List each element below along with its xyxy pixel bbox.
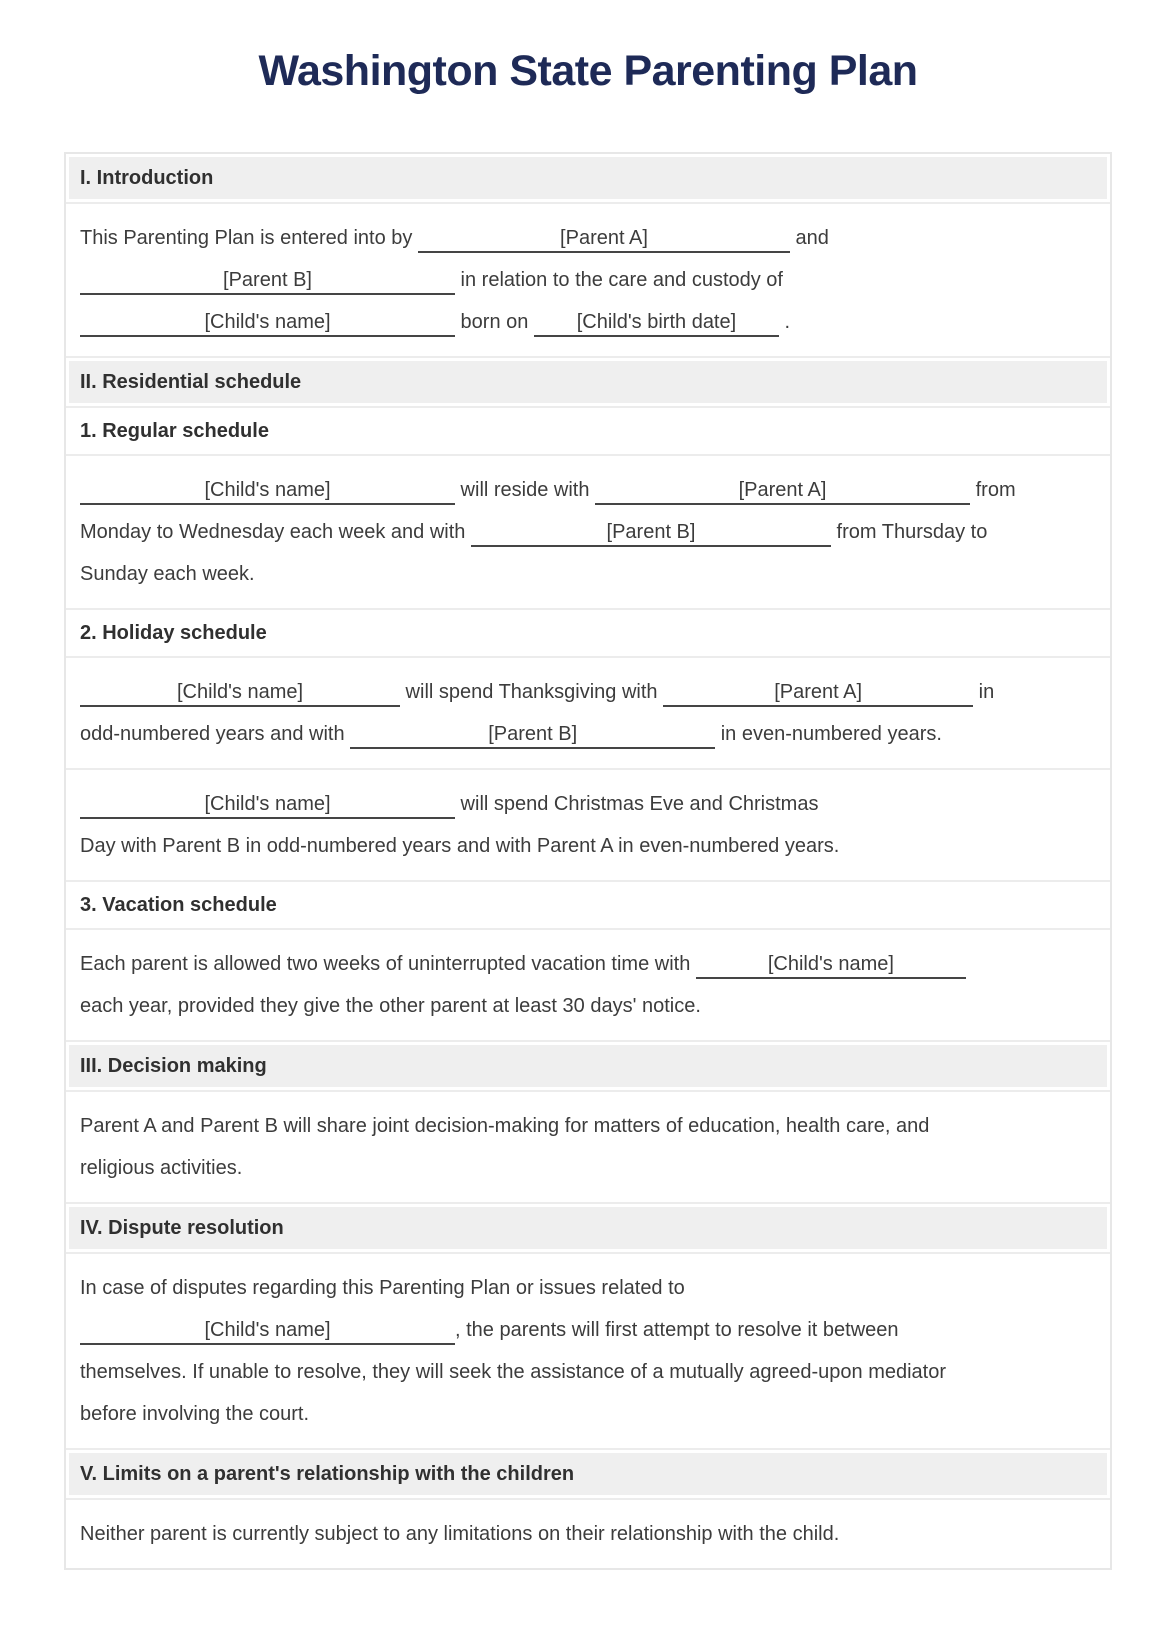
placeholder-label: [Parent A] — [774, 681, 863, 703]
placeholder-label: [Parent B] — [606, 521, 696, 543]
placeholder-label: [Child's name] — [767, 953, 894, 975]
section-header-i-introduction — [66, 154, 1110, 202]
text-segment: Neither parent is currently subject to any limitations on their relationship with the child. — [80, 1523, 840, 1545]
blank-field-parent-b — [80, 268, 455, 295]
text-segment: from Thursday to — [830, 521, 988, 543]
text-segment: This Parenting Plan is entered into by — [80, 227, 418, 249]
text-segment: Each parent is allowed two weeks of uninterrupted vacation time with — [80, 953, 696, 975]
section-header-bar: I. Introduction — [69, 157, 1107, 199]
blank-field-child-s-name — [80, 1318, 455, 1345]
text-segment: Monday to Wednesday each week and with — [80, 521, 471, 543]
paragraph — [66, 768, 1110, 880]
text-line — [80, 1309, 1096, 1351]
text-line — [80, 217, 1096, 259]
placeholder-label: [Child's name] — [204, 1319, 331, 1341]
text-line — [80, 511, 1096, 553]
paragraph — [66, 1498, 1110, 1568]
page-title: Washington State Parenting Plan — [258, 47, 918, 95]
text-line — [80, 943, 1096, 985]
section-header-ii-residential-schedule — [66, 356, 1110, 406]
text-segment: odd-numbered years and with — [80, 723, 351, 745]
text-segment: In case of disputes regarding this Parenting Plan or issues related to — [80, 1277, 685, 1299]
blank-field-child-s-name — [696, 952, 966, 979]
text-line — [80, 301, 1096, 343]
paragraph — [66, 1090, 1110, 1202]
subsection-header-3-vacation-schedule: 3. Vacation schedule — [66, 880, 1110, 928]
text-line — [80, 1513, 1096, 1555]
text-line — [80, 1105, 1096, 1147]
paragraph — [66, 656, 1110, 768]
text-line — [80, 1147, 1096, 1189]
section-header-v-limits-on-a-parent-s-relationship-with-the-children — [66, 1448, 1110, 1498]
text-segment: each year, provided they give the other parent at least 30 days' notice. — [80, 995, 701, 1017]
paragraph — [66, 202, 1110, 356]
placeholder-label: [Child's birth date] — [576, 311, 737, 333]
text-segment: Sunday each week. — [80, 563, 255, 585]
text-segment: . — [778, 311, 791, 333]
section-header-bar: III. Decision making — [69, 1045, 1107, 1087]
blank-field-parent-a — [595, 478, 970, 505]
section-header-bar: IV. Dispute resolution — [69, 1207, 1107, 1249]
placeholder-label: [Child's name] — [204, 311, 331, 333]
text-line — [80, 985, 1096, 1027]
text-segment: will spend Thanksgiving with — [400, 681, 664, 703]
subsection-header-2-holiday-schedule: 2. Holiday schedule — [66, 608, 1110, 656]
text-segment: in even-numbered years. — [715, 723, 942, 745]
text-line — [80, 1267, 1096, 1309]
placeholder-label: [Parent A] — [560, 227, 648, 249]
text-line — [80, 713, 1096, 755]
subsection-header-1-regular-schedule: 1. Regular schedule — [66, 406, 1110, 454]
blank-field-child-s-birth-date — [534, 310, 779, 337]
text-line — [80, 1393, 1096, 1435]
blank-field-parent-b — [350, 722, 715, 749]
text-segment: themselves. If unable to resolve, they will seek the assistance of a mutually agreed-upon mediator — [80, 1361, 947, 1383]
placeholder-label: [Child's name] — [204, 479, 331, 501]
section-header-bar: II. Residential schedule — [69, 361, 1107, 403]
text-segment: religious activities. — [80, 1157, 243, 1179]
blank-field-child-s-name — [80, 792, 455, 819]
text-segment: Parent A and Parent B will share joint decision-making for matters of education, health care, and — [80, 1115, 930, 1137]
text-segment: Day with Parent B in odd-numbered years and with Parent A in even-numbered years. — [80, 835, 840, 857]
placeholder-label: [Parent B] — [223, 269, 312, 291]
text-segment: , the parents will first attempt to resolve it between — [455, 1319, 899, 1341]
blank-field-child-s-name — [80, 310, 455, 337]
blank-field-parent-a — [418, 226, 790, 253]
text-segment: and — [789, 227, 829, 249]
text-segment: in relation to the care and custody of — [455, 269, 783, 291]
text-segment: before involving the court. — [80, 1403, 310, 1425]
text-segment: will reside with — [455, 479, 596, 501]
text-line — [80, 1351, 1096, 1393]
text-line — [80, 553, 1096, 595]
paragraph — [66, 454, 1110, 608]
placeholder-label: [Child's name] — [176, 681, 304, 703]
text-line — [80, 469, 1096, 511]
section-header-bar: V. Limits on a parent's relationship with the children — [69, 1453, 1107, 1495]
text-segment: from — [970, 479, 1016, 501]
paragraph — [66, 928, 1110, 1040]
text-line — [80, 671, 1096, 713]
text-line — [80, 783, 1096, 825]
blank-field-parent-a — [663, 680, 973, 707]
placeholder-label: [Parent A] — [738, 479, 827, 501]
text-segment: born on — [455, 311, 534, 333]
blank-field-parent-b — [471, 520, 831, 547]
blank-field-child-s-name — [80, 478, 455, 505]
blank-field-child-s-name — [80, 680, 400, 707]
text-segment: will spend Christmas Eve and Christmas — [455, 793, 819, 815]
paragraph — [66, 1252, 1110, 1448]
section-header-iv-dispute-resolution — [66, 1202, 1110, 1252]
text-line — [80, 825, 1096, 867]
document — [64, 152, 1112, 1570]
section-header-iii-decision-making — [66, 1040, 1110, 1090]
placeholder-label: [Child's name] — [204, 793, 331, 815]
text-line — [80, 259, 1096, 301]
placeholder-label: [Parent B] — [488, 723, 578, 745]
text-segment: in — [973, 681, 995, 703]
